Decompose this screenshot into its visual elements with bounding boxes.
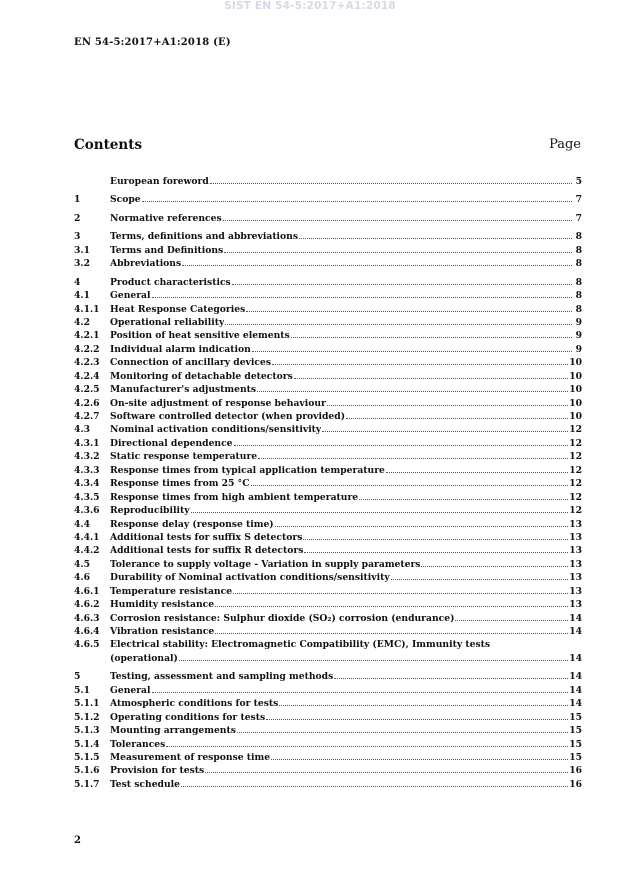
toc-entry-page: 10 (569, 411, 582, 422)
toc-entry-page: 16 (569, 765, 582, 777)
toc-entry[interactable] (74, 585, 582, 598)
toc-entry-title[interactable]: Measurement of response time (110, 751, 271, 763)
toc-entry-number: 4.3.4 (74, 478, 100, 490)
toc-dot-leader (251, 484, 569, 486)
toc-entry-title[interactable]: Electrical stability: Electromagnetic Compatibility (EMC), Immunity tests (110, 639, 491, 651)
toc-entry[interactable] (74, 544, 582, 557)
toc-entry[interactable] (74, 558, 582, 571)
standard-identifier: EN 54-5:2017+A1:2018 (E) (74, 37, 231, 48)
toc-entry-page: 10 (569, 397, 582, 409)
toc-entry[interactable] (74, 464, 582, 477)
toc-entry-page: 13 (569, 572, 582, 584)
toc-entry-page: 9 (575, 316, 582, 328)
toc-entry[interactable] (74, 410, 582, 423)
toc-entry[interactable] (74, 778, 582, 791)
toc-entry-number: 2 (74, 212, 81, 224)
toc-entry-title[interactable]: Terms, definitions and abbreviations (110, 231, 299, 243)
toc-entry-title[interactable]: (operational) (110, 652, 178, 664)
toc-entry-page: 13 (569, 599, 582, 611)
toc-entry[interactable] (74, 303, 582, 316)
toc-entry-number: 4.1.1 (74, 303, 100, 315)
toc-entry-page: 14 (569, 612, 582, 624)
toc-entry-title[interactable]: Response times from high ambient temperature (110, 491, 359, 503)
toc-dot-leader (152, 296, 572, 298)
toc-entry-number: 4.3.6 (74, 505, 100, 517)
toc-dot-leader (234, 444, 569, 446)
toc-entry-title[interactable]: Atmospheric conditions for tests (110, 698, 279, 710)
toc-entry[interactable] (74, 625, 582, 638)
toc-dot-leader (322, 430, 568, 432)
toc-dot-leader (258, 457, 568, 459)
toc-entry-page: 8 (575, 231, 582, 243)
toc-dot-leader (294, 377, 568, 379)
toc-entry-number: 5.1.2 (74, 711, 100, 723)
toc-entry-title[interactable]: Reproducibility (110, 505, 190, 517)
toc-entry-title[interactable]: On-site adjustment of response behaviour (110, 397, 326, 409)
toc-dot-leader (233, 592, 568, 594)
toc-entry-page: 9 (575, 343, 582, 355)
toc-entry-title[interactable]: Operational reliability (110, 316, 225, 328)
toc-entry-title[interactable]: Response times from typical application temperature (110, 464, 385, 476)
toc-entry[interactable] (74, 343, 582, 356)
toc-dot-leader (237, 731, 568, 733)
toc-entry[interactable] (74, 244, 582, 257)
toc-dot-leader (181, 785, 568, 787)
toc-dot-leader (303, 538, 568, 540)
toc-dot-leader (346, 417, 568, 419)
toc-entry-number: 5.1.5 (74, 751, 100, 763)
toc-entry[interactable] (74, 670, 582, 683)
toc-entry-number: 4.5 (74, 558, 90, 570)
toc-entry-title[interactable]: Monitoring of detachable detectors (110, 370, 293, 382)
toc-entry[interactable] (74, 598, 582, 611)
toc-dot-leader (142, 200, 572, 202)
toc-entry-number: 5.1.4 (74, 738, 100, 750)
toc-entry-title[interactable]: Test schedule (110, 778, 180, 790)
toc-entry-title[interactable]: European foreword (110, 176, 209, 187)
toc-entry-title[interactable]: Response times from 25 °C (110, 478, 250, 490)
toc-entry[interactable] (74, 612, 582, 625)
toc-entry-number: 4.2.2 (74, 343, 100, 355)
toc-entry[interactable] (74, 193, 582, 206)
toc-entry-title[interactable]: Vibration resistance (110, 626, 215, 637)
toc-dot-leader (391, 578, 569, 580)
toc-entry-title[interactable]: Abbreviations (110, 258, 182, 270)
toc-entry-number: 3.1 (74, 244, 90, 256)
toc-entry-page: 8 (575, 290, 582, 302)
toc-entry-number: 4.6.2 (74, 599, 100, 611)
toc-entry-page: 13 (569, 545, 582, 557)
toc-entry-page: 8 (575, 258, 582, 270)
toc-entry[interactable] (74, 370, 582, 383)
page-column-label: Page (549, 137, 581, 152)
toc-entry-number: 4.2.3 (74, 357, 100, 369)
toc-entry-number: 4.3.2 (74, 451, 100, 463)
toc-entry-number: 4.6.1 (74, 585, 100, 597)
toc-entry-page: 12 (569, 424, 582, 436)
toc-entry-number: 5.1.6 (74, 765, 100, 777)
toc-entry-title[interactable]: Heat Response Categories (110, 303, 246, 315)
toc-entry[interactable] (74, 652, 582, 665)
toc-entry-number: 4.2.7 (74, 411, 100, 422)
toc-entry-number: 4.1 (74, 290, 90, 302)
toc-dot-leader (182, 264, 572, 266)
toc-entry[interactable] (74, 276, 582, 289)
toc-entry-page: 15 (569, 725, 582, 737)
toc-entry-page: 14 (569, 626, 582, 637)
toc-dot-leader (210, 182, 572, 184)
page-number: 2 (74, 835, 81, 846)
toc-entry[interactable] (74, 724, 582, 737)
toc-entry-page: 12 (569, 451, 582, 463)
toc-dot-leader (271, 758, 568, 760)
toc-entry-number: 3 (74, 231, 81, 243)
toc-entry-number: 4 (74, 276, 81, 288)
toc-entry-title[interactable]: Directional dependence (110, 437, 233, 449)
toc-entry[interactable] (74, 329, 582, 342)
toc-dot-leader (223, 219, 572, 221)
toc-entry-page: 13 (569, 558, 582, 570)
toc-entry[interactable] (74, 504, 582, 517)
toc-entry-title[interactable]: Corrosion resistance: Sulphur dioxide (SO₂) corrosion (endurance) (110, 612, 455, 624)
toc-entry-number: 5.1.1 (74, 698, 100, 710)
toc-entry-title[interactable]: Normative references (110, 212, 222, 224)
toc-dot-leader (291, 336, 572, 338)
toc-entry[interactable] (74, 230, 582, 243)
toc-entry-title[interactable]: Mounting arrangements (110, 725, 236, 737)
toc-entry-page: 12 (569, 437, 582, 449)
toc-entry-page: 12 (569, 491, 582, 503)
toc-entry[interactable] (74, 356, 582, 369)
toc-dot-leader (304, 551, 568, 553)
toc-entry-page: 13 (569, 531, 582, 543)
toc-entry-number: 4.3.5 (74, 491, 100, 503)
watermark: SIST EN 54-5:2017+A1:2018 (224, 0, 396, 12)
toc-entry[interactable] (74, 423, 582, 436)
toc-entry[interactable] (74, 397, 582, 410)
toc-dot-leader (272, 363, 568, 365)
toc-dot-leader (246, 310, 572, 312)
toc-entry-title[interactable]: Product characteristics (110, 276, 231, 288)
toc-dot-leader (166, 745, 568, 747)
toc-entry[interactable] (74, 738, 582, 751)
toc-entry-number: 4.6 (74, 572, 90, 584)
toc-entry-page: 13 (569, 585, 582, 597)
toc-entry-title[interactable]: Manufacturer's adjustments (110, 384, 257, 396)
toc-entry-title[interactable]: General (110, 290, 151, 302)
toc-entry[interactable] (74, 711, 582, 724)
toc-entry-page: 14 (569, 652, 582, 664)
toc-dot-leader (299, 237, 572, 239)
toc-dot-leader (386, 471, 568, 473)
toc-dot-leader (215, 632, 568, 634)
toc-entry-title[interactable]: Position of heat sensitive elements (110, 330, 290, 342)
toc-entry-page: 14 (569, 698, 582, 710)
toc-entry-title[interactable]: Scope (110, 194, 141, 206)
toc-entry[interactable] (74, 212, 582, 225)
toc-entry-title[interactable]: Temperature resistance (110, 585, 233, 597)
toc-entry-title[interactable]: Tolerances (110, 738, 166, 750)
toc-entry[interactable] (74, 289, 582, 302)
toc-dot-leader (334, 677, 568, 679)
toc-entry[interactable] (74, 638, 582, 651)
toc-dot-leader (152, 691, 569, 693)
toc-entry[interactable] (74, 531, 582, 544)
toc-entry-page: 8 (575, 303, 582, 315)
toc-entry-number: 4.3.3 (74, 464, 100, 476)
toc-entry-page: 7 (575, 194, 582, 206)
toc-dot-leader (266, 718, 568, 720)
toc-entry[interactable] (74, 257, 582, 270)
toc-entry-number: 4.2 (74, 316, 90, 328)
toc-entry-page: 15 (569, 738, 582, 750)
toc-entry[interactable] (74, 450, 582, 463)
toc-entry-page: 15 (569, 711, 582, 723)
toc-entry-page: 13 (569, 518, 582, 530)
toc-entry-number: 4.2.1 (74, 330, 100, 342)
toc-dot-leader (205, 771, 568, 773)
toc-entry[interactable] (74, 383, 582, 396)
toc-entry-number: 4.2.5 (74, 384, 100, 396)
toc-entry[interactable] (74, 518, 582, 531)
contents-heading: Contents (74, 137, 143, 153)
toc-entry-title[interactable]: Static response temperature (110, 451, 258, 463)
toc-dot-leader (215, 605, 568, 607)
toc-entry[interactable] (74, 316, 582, 329)
toc-entry-title[interactable]: Humidity resistance (110, 599, 215, 611)
toc-entry-title[interactable]: Software controlled detector (when provided) (110, 411, 346, 422)
toc-entry-page: 7 (575, 212, 582, 224)
toc-entry-page: 8 (575, 244, 582, 256)
toc-entry-title[interactable]: Individual alarm indication (110, 343, 251, 355)
toc-entry[interactable] (74, 697, 582, 710)
toc-entry[interactable] (74, 751, 582, 764)
table-of-contents (74, 175, 582, 791)
toc-entry-number: 4.3.1 (74, 437, 100, 449)
toc-dot-leader (225, 323, 572, 325)
toc-entry-page: 14 (569, 671, 582, 683)
toc-entry-number: 4.6.5 (74, 639, 100, 651)
toc-entry-title[interactable]: General (110, 684, 151, 696)
toc-entry-page: 10 (569, 370, 582, 382)
toc-entry-title[interactable]: Additional tests for suffix R detectors (110, 545, 304, 557)
toc-dot-leader (232, 283, 572, 285)
toc-entry-number: 5.1 (74, 684, 90, 696)
toc-dot-leader (327, 404, 568, 406)
toc-entry-number: 5.1.3 (74, 725, 100, 737)
toc-dot-leader (252, 350, 572, 352)
toc-dot-leader (455, 619, 568, 621)
toc-entry-title[interactable]: Operating conditions for tests (110, 711, 266, 723)
toc-entry-number: 4.6.4 (74, 626, 100, 637)
toc-entry-title[interactable]: Durability of Nominal activation conditions/sensitivity (110, 572, 390, 584)
toc-entry-page: 9 (575, 330, 582, 342)
toc-dot-leader (359, 498, 568, 500)
toc-entry-number: 5 (74, 671, 81, 683)
toc-entry-page: 10 (569, 384, 582, 396)
toc-entry[interactable] (74, 684, 582, 697)
toc-entry[interactable] (74, 764, 582, 777)
toc-entry-page: 5 (575, 176, 582, 187)
toc-entry-number: 4.6.3 (74, 612, 100, 624)
toc-entry-number: 4.4.2 (74, 545, 100, 557)
toc-dot-leader (191, 511, 569, 513)
toc-entry-page: 16 (569, 778, 582, 790)
toc-entry-page: 12 (569, 478, 582, 490)
toc-entry[interactable] (74, 571, 582, 584)
toc-entry-number: 1 (74, 194, 81, 206)
toc-entry-title[interactable]: Nominal activation conditions/sensitivity (110, 424, 322, 436)
toc-entry-title[interactable]: Terms and Definitions (110, 244, 224, 256)
toc-entry-page: 10 (569, 357, 582, 369)
toc-entry[interactable] (74, 477, 582, 490)
toc-entry-number: 4.3 (74, 424, 90, 436)
toc-entry-title[interactable]: Response delay (response time) (110, 518, 274, 530)
toc-entry[interactable] (74, 491, 582, 504)
toc-entry-title[interactable]: Provision for tests (110, 765, 205, 777)
toc-dot-leader (179, 659, 568, 661)
toc-entry-number: 4.4 (74, 518, 90, 530)
toc-dot-leader (421, 565, 568, 567)
toc-entry-page: 12 (569, 505, 582, 517)
toc-dot-leader (275, 525, 569, 527)
toc-entry-number: 4.4.1 (74, 531, 100, 543)
toc-entry-number: 4.2.4 (74, 370, 100, 382)
toc-entry-page: 8 (575, 276, 582, 288)
toc-entry-title[interactable]: Connection of ancillary devices (110, 357, 271, 369)
toc-entry-number: 4.2.6 (74, 397, 100, 409)
toc-entry-number: 3.2 (74, 258, 90, 270)
toc-entry-page: 15 (569, 751, 582, 763)
toc-entry-title[interactable]: Testing, assessment and sampling methods (110, 671, 334, 683)
toc-dot-leader (224, 251, 572, 253)
toc-entry-title[interactable]: Additional tests for suffix S detectors (110, 531, 303, 543)
toc-entry-title[interactable]: Tolerance to supply voltage - Variation in supply parameters (110, 558, 421, 570)
toc-entry[interactable] (74, 175, 582, 188)
toc-entry-page: 12 (569, 464, 582, 476)
toc-entry-number: 5.1.7 (74, 778, 100, 790)
toc-dot-leader (257, 390, 568, 392)
toc-dot-leader (279, 704, 568, 706)
toc-entry[interactable] (74, 437, 582, 450)
toc-entry-page: 14 (569, 684, 582, 696)
